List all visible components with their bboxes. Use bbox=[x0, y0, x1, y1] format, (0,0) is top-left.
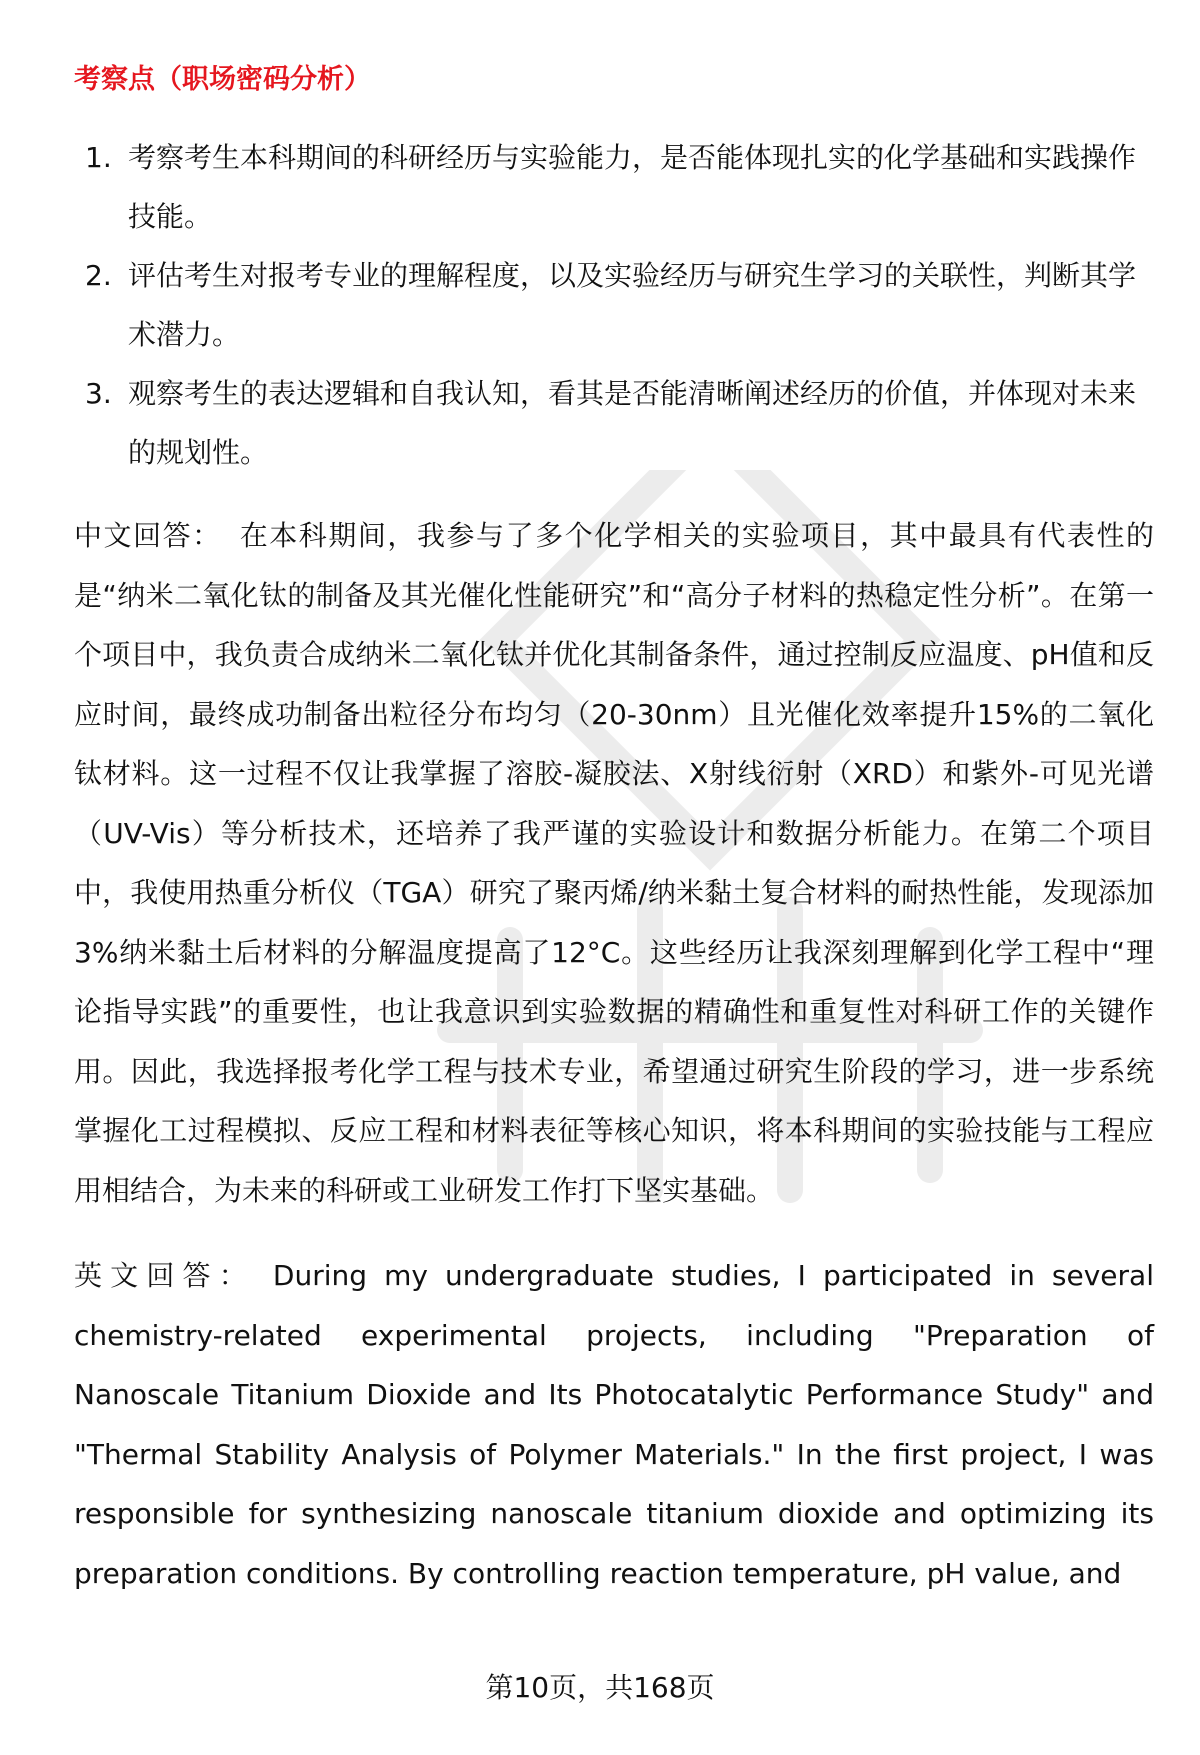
english-answer-label: 英文回答： bbox=[74, 1259, 255, 1292]
page-number-footer: 第10页，共168页 bbox=[485, 1671, 715, 1704]
list-text: 考察考生本科期间的科研经历与实验能力，是否能体现扎实的化学基础和实践操作技能。 bbox=[128, 141, 1137, 233]
list-item bbox=[74, 364, 1154, 482]
list-text: 观察考生的表达逻辑和自我认知，看其是否能清晰阐述经历的价值，并体现对未来的规划性。 bbox=[128, 377, 1137, 469]
list-number: 3. bbox=[85, 377, 112, 410]
list-number: 1. bbox=[85, 141, 112, 174]
english-answer bbox=[74, 1246, 1154, 1603]
english-answer-text: During my undergraduate studies, I participated in several chemistry-related experimental projects, including "Preparation of Nanoscale Titanium Dioxide and Its Photocatalytic Performance Study" and "Thermal Stability Analysis of Polymer Materials." In the first project, I was responsible for synthesizing nanoscale titanium dioxide and optimizing its preparation conditions. By controlling reaction temperature, pH value, and bbox=[74, 1259, 1154, 1590]
list-item bbox=[74, 246, 1154, 364]
list-text: 评估考生对报考专业的理解程度，以及实验经历与研究生学习的关联性，判断其学术潜力。 bbox=[128, 259, 1137, 351]
chinese-answer-label: 中文回答： bbox=[74, 519, 222, 552]
list-item bbox=[74, 128, 1154, 246]
chinese-answer-text: 在本科期间，我参与了多个化学相关的实验项目，其中最具有代表性的是“纳米二氧化钛的制备及其光催化性能研究”和“高分子材料的热稳定性分析”。在第一个项目中，我负责合成纳米二氧化钛并优化其制备条件，通过控制反应温度、pH值和反应时间，最终成功制备出粒径分布均匀（20-30nm）且光催化效率提升15%的二氧化钛材料。这一过程不仅让我掌握了溶胶-凝胶法、X射线衍射（XRD）和紫外-可见光谱（UV-Vis）等分析技术，还培养了我严谨的实验设计和数据分析能力。在第二个项目中，我使用热重分析仪（TGA）研究了聚丙烯/纳米黏土复合材料的耐热性能，发现添加3%纳米黏土后材料的分解温度提高了12°C。这些经历让我深刻理解到化学工程中“理论指导实践”的重要性，也让我意识到实验数据的精确性和重复性对科研工作的关键作用。因此，我选择报考化学工程与技术专业，希望通过研究生阶段的学习，进一步系统掌握化工过程模拟、反应工程和材料表征等核心知识，将本科期间的实验技能与工程应用相结合，为未来的科研或工业研发工作打下坚实基础。 bbox=[74, 519, 1154, 1207]
examination-points-list bbox=[74, 128, 1154, 482]
section-title: 考察点（职场密码分析） bbox=[74, 64, 371, 95]
page-content bbox=[74, 58, 1154, 1603]
list-number: 2. bbox=[85, 259, 112, 292]
chinese-answer bbox=[74, 506, 1154, 1220]
